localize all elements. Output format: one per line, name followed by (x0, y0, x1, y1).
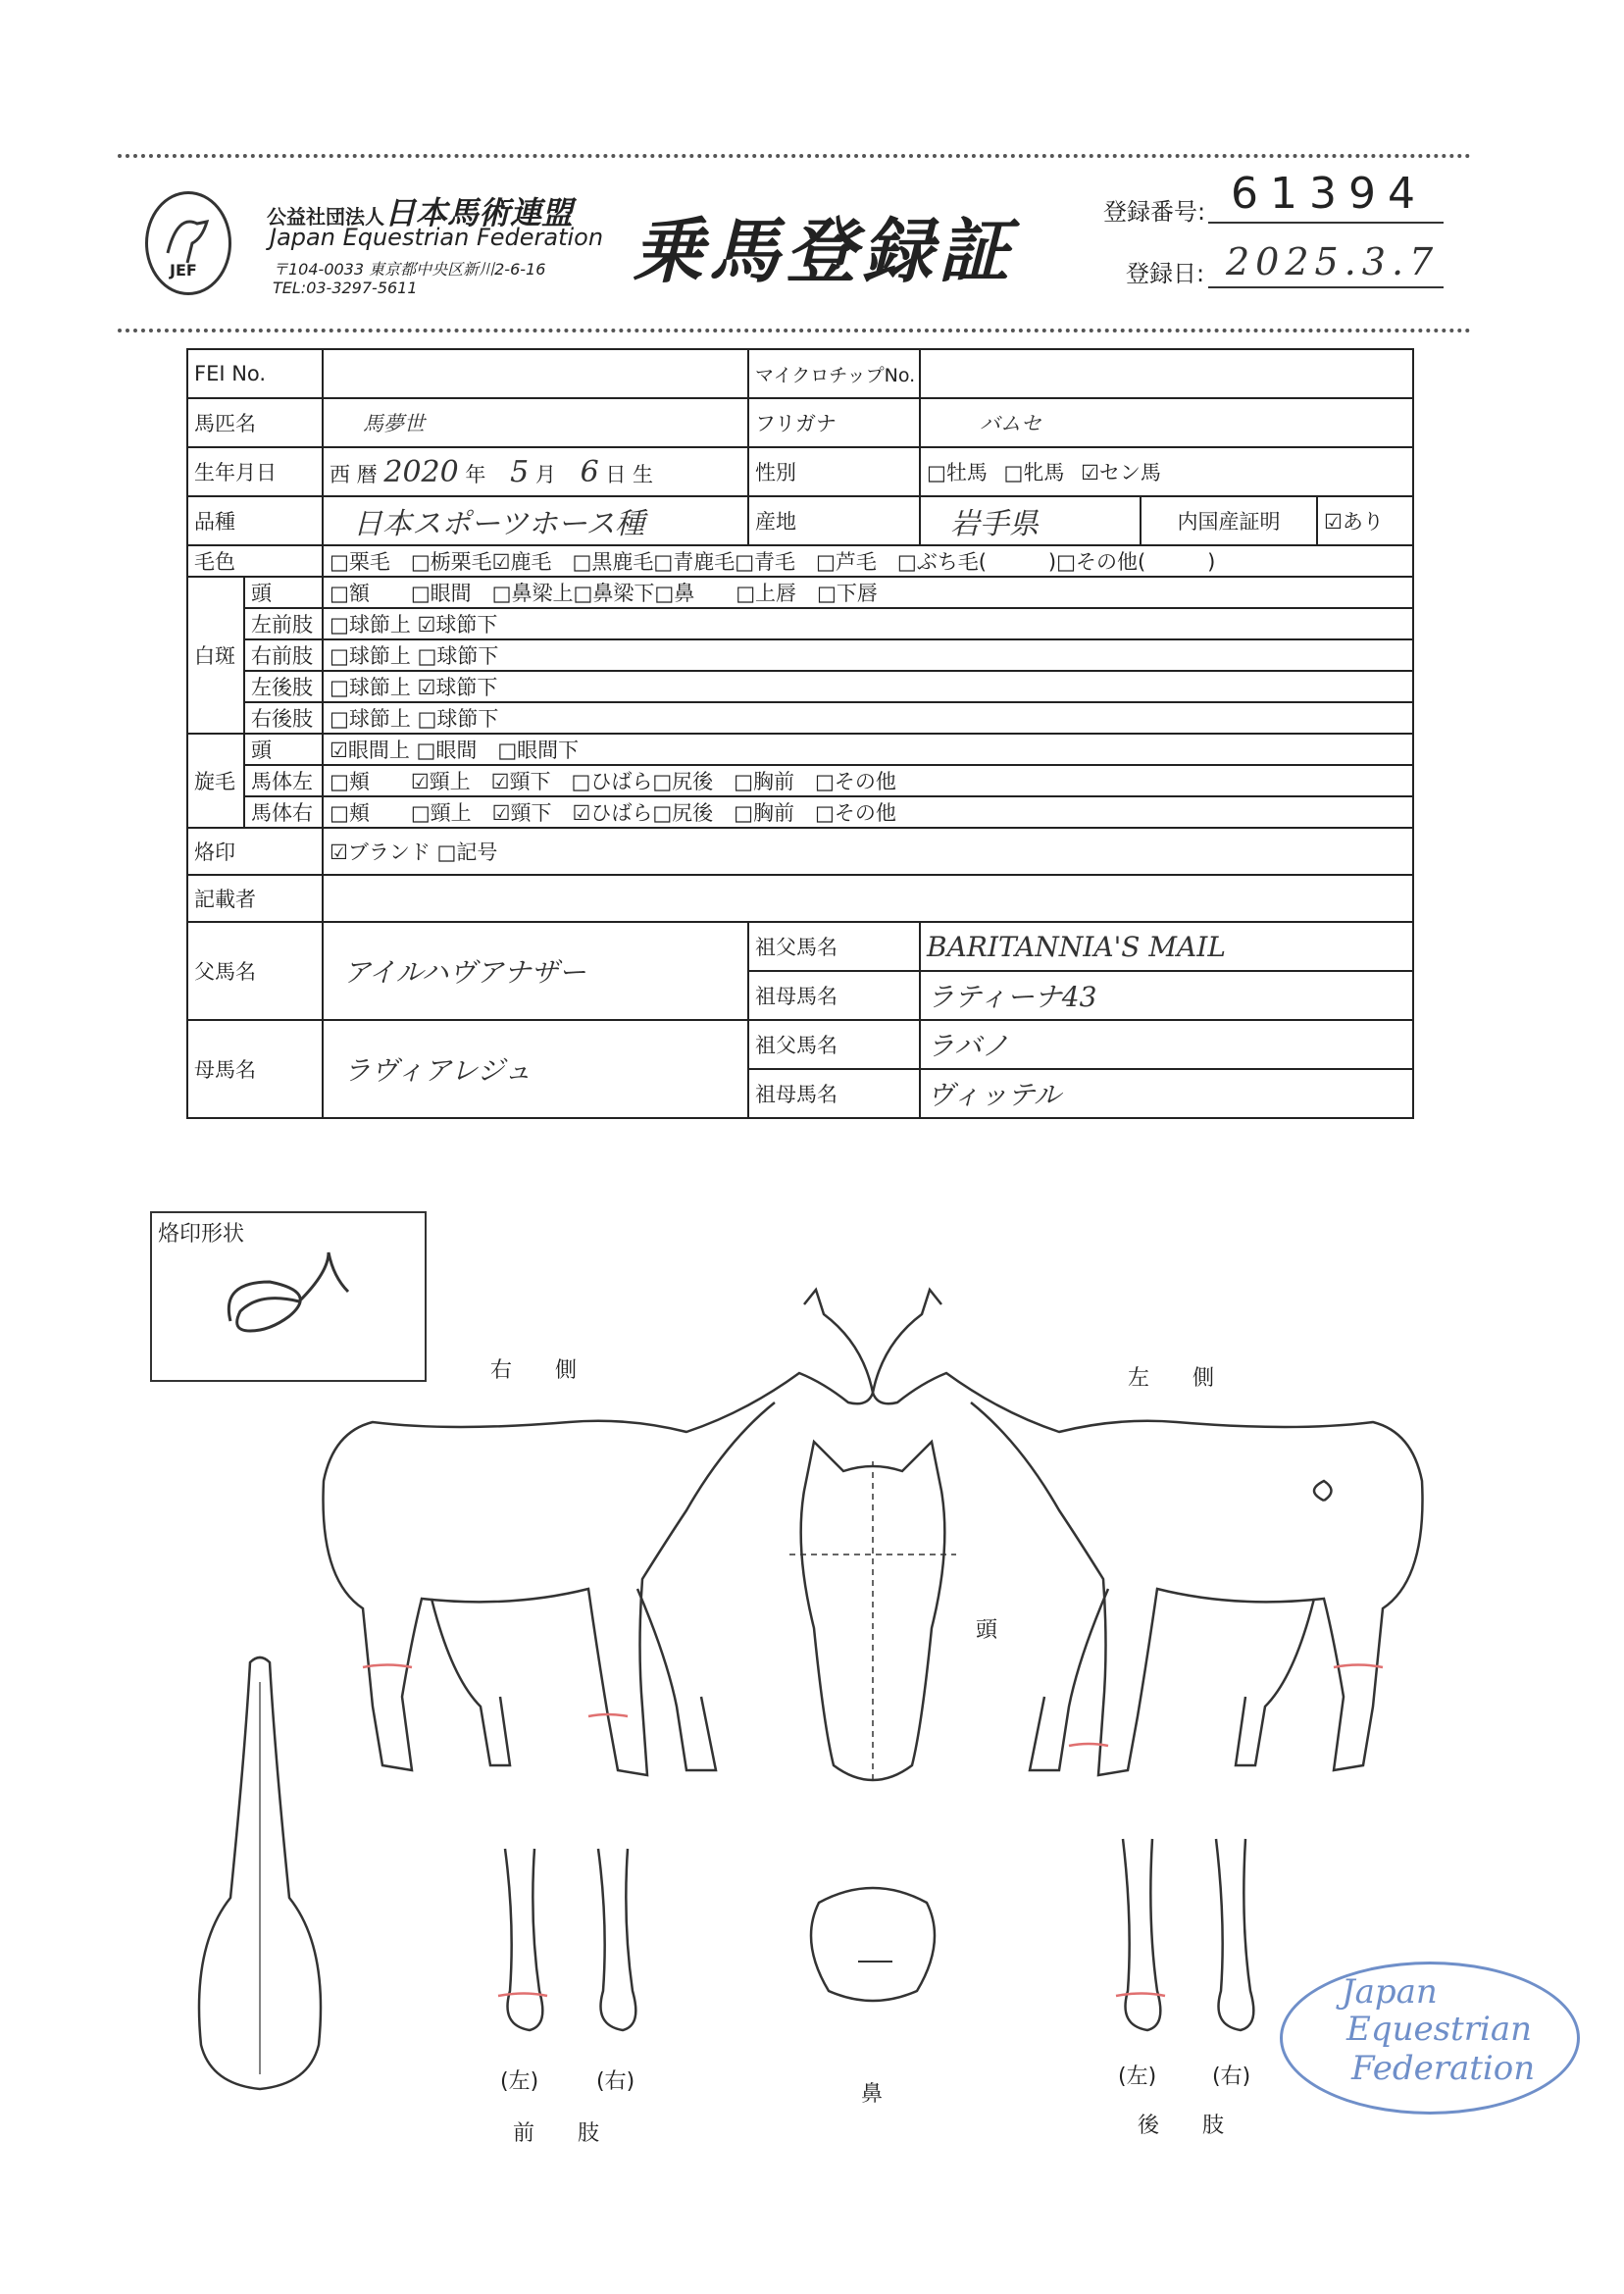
whorl-part-head: 頭 (244, 734, 323, 765)
front-legs-drawing (490, 1844, 647, 2040)
hind-left-label: (左) (1118, 2065, 1157, 2089)
nose-drawing (799, 1883, 946, 2011)
left-side-label: 左 側 (1128, 1366, 1215, 1391)
sex-label: 性別 (748, 447, 920, 496)
jef-stamp: Japan Equestrian Federation (1280, 1962, 1580, 2115)
breed-value: 日本スポーツホース種 (323, 496, 748, 545)
back-view-drawing (191, 1653, 329, 2094)
horse-name-label: 馬匹名 (187, 398, 323, 447)
org-address: 〒104-0033 東京都中央区新川2-6-16 TEL:03-3297-5611 (273, 260, 546, 297)
domestic-label: 内国産証明 (1141, 496, 1317, 545)
top-divider (118, 154, 1471, 158)
domestic-value: ☑あり (1317, 496, 1413, 545)
whorl-part-left: 馬体左 (244, 765, 323, 796)
reg-date-label: 登録日: (1126, 260, 1205, 287)
hind-legs-drawing (1108, 1834, 1265, 2040)
sire-granddam-label: 祖母馬名 (748, 971, 920, 1020)
fei-value (323, 349, 748, 398)
dam-label: 母馬名 (187, 1020, 323, 1118)
birth-label: 生年月日 (187, 447, 323, 496)
birth-value: 西 暦 2020 年 5 月 6 日 生 (323, 447, 748, 496)
head-label: 頭 (976, 1618, 998, 1643)
whorl-label: 旋毛 (187, 734, 244, 828)
logo-text: JEF (170, 261, 197, 280)
white-part-head: 頭 (244, 577, 323, 608)
writer-value (323, 875, 1413, 922)
coat-options: □栗毛 □栃栗毛☑鹿毛 □黒鹿毛□青鹿毛□青毛 □芦毛 □ぶち毛( )□その他( ) (323, 545, 1413, 577)
fei-label: FEI No. (187, 349, 323, 398)
org-name-jp: 公益社団法人日本馬術連盟 (267, 194, 574, 231)
whorl-marks-right: □頬 □頸上 ☑頸下 ☑ひばら□尻後 □胸前 □その他 (323, 796, 1413, 828)
white-marks-rh: □球節上 □球節下 (323, 702, 1413, 734)
white-marks-lf: □球節上 ☑球節下 (323, 608, 1413, 639)
hind-legs-label: 後 肢 (1138, 2114, 1225, 2138)
microchip-value (920, 349, 1413, 398)
hind-right-label: (右) (1212, 2065, 1251, 2089)
origin-value: 岩手県 (920, 496, 1141, 545)
sex-options: □牡馬 □牝馬 ☑セン馬 (920, 447, 1413, 496)
reg-no-value: 61394 (1231, 169, 1427, 219)
document-title: 乗馬登録証 (633, 210, 1016, 292)
reg-no-label: 登録番号: (1103, 198, 1206, 226)
breed-label: 品種 (187, 496, 323, 545)
white-marks-label: 白斑 (187, 577, 244, 734)
registration-table (186, 348, 1414, 1119)
sire-grandsire-value: BARITANNIA'S MAIL (920, 922, 1413, 971)
front-right-label: (右) (596, 2069, 635, 2094)
white-part-rh: 右後肢 (244, 702, 323, 734)
sire-grandsire-label: 祖父馬名 (748, 922, 920, 971)
horse-name-value: 馬夢世 (323, 398, 748, 447)
white-marks-head: □額 □眼間 □鼻梁上□鼻梁下□鼻 □上唇 □下唇 (323, 577, 1413, 608)
microchip-label: マイクロチップNo. (748, 349, 920, 398)
sire-value: アイルハヴアナザー (323, 922, 748, 1020)
front-left-label: (左) (500, 2069, 539, 2094)
coat-label: 毛色 (187, 545, 323, 577)
front-legs-label: 前 肢 (513, 2121, 600, 2146)
whorl-marks-head: ☑眼間上 □眼間 □眼間下 (323, 734, 1413, 765)
dam-granddam-value: ヴィッテル (920, 1069, 1413, 1118)
sire-granddam-value: ラティーナ43 (920, 971, 1413, 1020)
white-marks-rf: □球節上 □球節下 (323, 639, 1413, 671)
right-side-label: 右 側 (490, 1358, 578, 1383)
dam-grandsire-label: 祖父馬名 (748, 1020, 920, 1069)
white-part-lh: 左後肢 (244, 671, 323, 702)
whorl-marks-left: □頬 ☑頸上 ☑頸下 □ひばら□尻後 □胸前 □その他 (323, 765, 1413, 796)
header-divider (118, 329, 1471, 332)
dam-grandsire-value: ラバノ (920, 1020, 1413, 1069)
sire-label: 父馬名 (187, 922, 323, 1020)
reg-date-underline (1208, 286, 1444, 288)
brand-options: ☑ブランド □記号 (323, 828, 1413, 875)
whorl-part-right: 馬体右 (244, 796, 323, 828)
brand-label: 烙印 (187, 828, 323, 875)
white-marks-lh: □球節上 ☑球節下 (323, 671, 1413, 702)
furigana-label: フリガナ (748, 398, 920, 447)
jef-logo (145, 191, 231, 295)
nose-label: 鼻 (861, 2082, 884, 2107)
head-front-drawing (785, 1432, 961, 1805)
reg-date-value: 2025.3.7 (1226, 240, 1440, 283)
brand-shape-label: 烙印形状 (158, 1222, 245, 1247)
reg-no-underline (1208, 222, 1444, 224)
white-part-lf: 左前肢 (244, 608, 323, 639)
origin-label: 産地 (748, 496, 920, 545)
furigana-value: バムセ (920, 398, 1413, 447)
writer-label: 記載者 (187, 875, 323, 922)
dam-granddam-label: 祖母馬名 (748, 1069, 920, 1118)
white-part-rf: 右前肢 (244, 639, 323, 671)
org-name-en: Japan Equestrian Federation (270, 224, 604, 251)
dam-value: ラヴィアレジュ (323, 1020, 748, 1118)
